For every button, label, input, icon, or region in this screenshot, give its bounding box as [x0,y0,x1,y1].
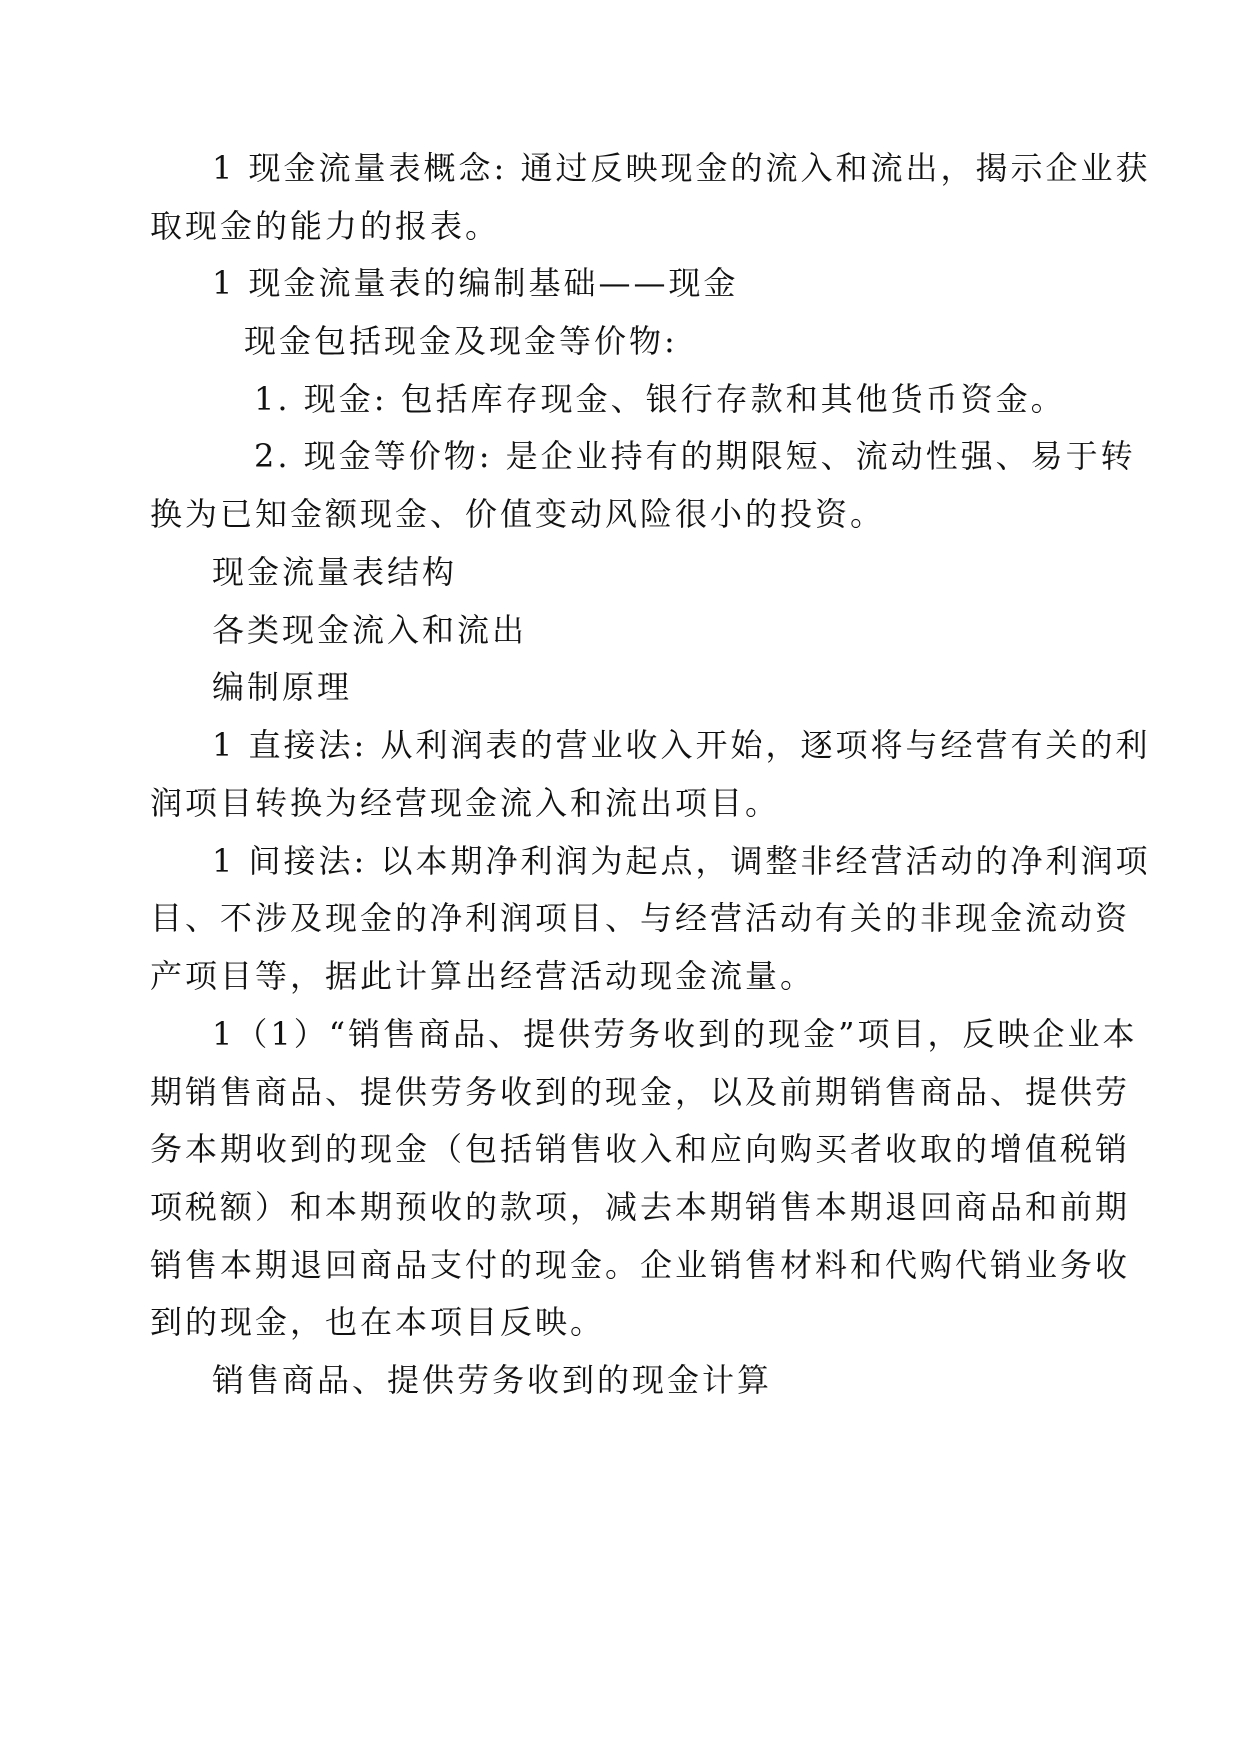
text-line: 目、不涉及现金的净利润项目、与经营活动有关的非现金流动资 [150,899,1131,937]
text-line: 销售本期退回商品支付的现金。企业销售材料和代购代销业务收 [150,1246,1131,1284]
text-line: 项税额）和本期预收的款项，减去本期销售本期退回商品和前期 [150,1188,1131,1226]
text-line: 到的现金，也在本项目反映。 [150,1303,606,1341]
text-line: 取现金的能力的报表。 [150,207,501,245]
text-line: 务本期收到的现金（包括销售收入和应向购买者收取的增值税销 [150,1130,1131,1168]
text-line: 润项目转换为经营现金流入和流出项目。 [150,784,781,822]
text-line: 产项目等，据此计算出经营活动现金流量。 [150,957,816,995]
text-line: 1 现金流量表的编制基础——现金 [212,264,739,302]
text-line: 1 现金流量表概念: 通过反映现金的流入和流出，揭示企业获 [212,149,1151,187]
text-line: 2. 现金等价物: 是企业持有的期限短、流动性强、易于转 [254,437,1136,475]
text-line: 现金包括现金及现金等价物: [244,322,678,360]
text-line: 1（1）“销售商品、提供劳务收到的现金”项目，反映企业本 [212,1015,1138,1053]
text-line: 1 间接法: 以本期净利润为起点，调整非经营活动的净利润项 [212,842,1151,880]
text-line: 各类现金流入和流出 [212,611,528,649]
text-line: 编制原理 [212,668,353,706]
text-line: 现金流量表结构 [212,553,458,591]
text-line: 销售商品、提供劳务收到的现金计算 [212,1361,773,1399]
text-line: 期销售商品、提供劳务收到的现金，以及前期销售商品、提供劳 [150,1073,1131,1111]
text-line: 换为已知金额现金、价值变动风险很小的投资。 [150,495,886,533]
text-line: 1. 现金: 包括库存现金、银行存款和其他货币资金。 [254,380,1066,418]
text-line: 1 直接法: 从利润表的营业收入开始，逐项将与经营有关的利 [212,726,1151,764]
